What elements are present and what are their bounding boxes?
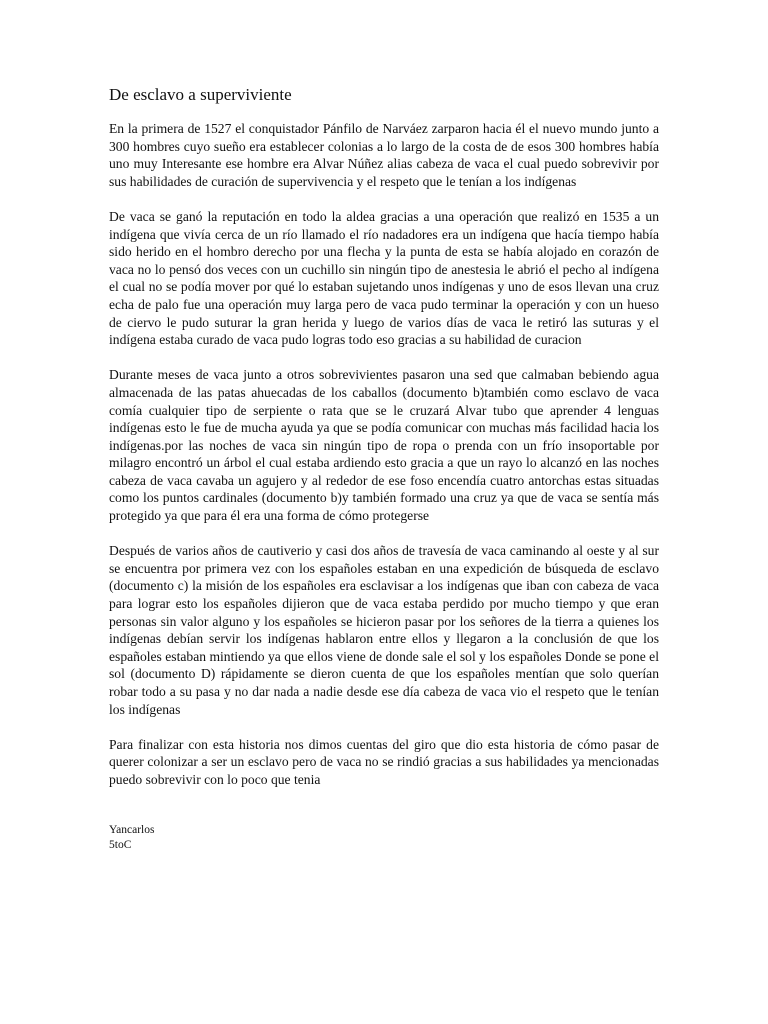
paragraph-1: En la primera de 1527 el conquistador Pánfilo de Narváez zarparon hacia él el nuevo mundo junto a 300 hombres cuyo sueño era establecer colonias a lo largo de la costa de de esos 300 hombres había uno muy Interesante ese hombre era Alvar Núñez alias cabeza de vaca el cual puedo sobrevivir por sus habilidades de curación de supervivencia y el respeto que le tenían a los indígenas — [109, 121, 659, 189]
author-class: 5toC — [109, 838, 132, 851]
signature-block — [109, 823, 659, 853]
paragraph-4: Después de varios años de cautiverio y casi dos años de travesía de vaca caminando al oeste y al sur se encuentra por primera vez con los españoles estaban en una expedición de búsqueda de esclavo (documento c) la misión de los españoles era esclavisar a los indígenas que iban con cabeza de vaca para lograr esto los españoles dijieron que de vaca estaba perdido por mucho tiempo y que eran personas sin valor alguno y los españoles se hicieron pasar por los señores de la tierra a quienes los indígenas debían servir los indígenas hablaron entre ellos y llegaron a la conclusión de que los españoles estaban mintiendo ya que ellos viene de donde sale el sol y los españoles Donde se pone el sol (documento D) rápidamente se dieron cuenta de que los españoles mentían que solo querían robar todo a su pasa y no dar nada a nadie desde ese día cabeza de vaca vio el respeto que le tenían los indígenas — [109, 543, 659, 717]
document-title: De esclavo a superviviente — [109, 85, 292, 104]
paragraph-2: De vaca se ganó la reputación en todo la aldea gracias a una operación que realizó en 1535 a un indígena que vivía cerca de un río llamado el río nadadores era un indígena que hacía tiempo había sido herido en el hombro derecho por una flecha y la punta de esta se había alojado en corazón de vaca no lo pensó dos veces con un cuchillo sin ningún tipo de anestesia le abrió el pecho al indígena el cual no se podía mover por qué lo estaban sujetando unos indígenas y uno de esos llevan una cruz echa de palo fue una operación muy larga pero de vaca pudo terminar la operación y con un hueso de ciervo le pudo suturar la gran herida y luego de varios días de vaca le retiró las suturas y el indígena estaba curado de vaca pudo logras todo eso gracias a su habilidad de curacion — [109, 208, 659, 348]
paragraph-5: Para finalizar con esta historia nos dimos cuentas del giro que dio esta historia de cómo pasar de querer colonizar a ser un esclavo pero de vaca no se rindió gracias a sus habilidades ya mencionadas puedo sobrevivir con lo poco que tenia — [109, 736, 659, 787]
author-name: Yancarlos — [109, 823, 155, 836]
document-page — [109, 84, 659, 853]
paragraph-3: Durante meses de vaca junto a otros sobrevivientes pasaron una sed que calmaban bebiendo agua almacenada de las patas ahuecadas de los caballos (documento b)también como esclavo de vaca comía cualquier tipo de serpiente o rata que se le cruzará Alvar tubo que aprender 4 lenguas indígenas esto le fue de mucha ayuda ya que se podía comunicar con muchas más facilidad hacia los indígenas.por las noches de vaca sin ningún tipo de ropa o prenda con un frío insoportable por milagro encontró un árbol el cual estaba ardiendo esto gracia a que un rayo lo alcanzó en las noches cabeza de vaca cavaba un agujero y al rededor de ese foso encendía cuatro antorchas estas situadas como los puntos cardinales (documento b)y también formado una cruz ya que de vaca se sentía más protegido ya que para él era una forma de cómo protegerse — [109, 367, 659, 524]
